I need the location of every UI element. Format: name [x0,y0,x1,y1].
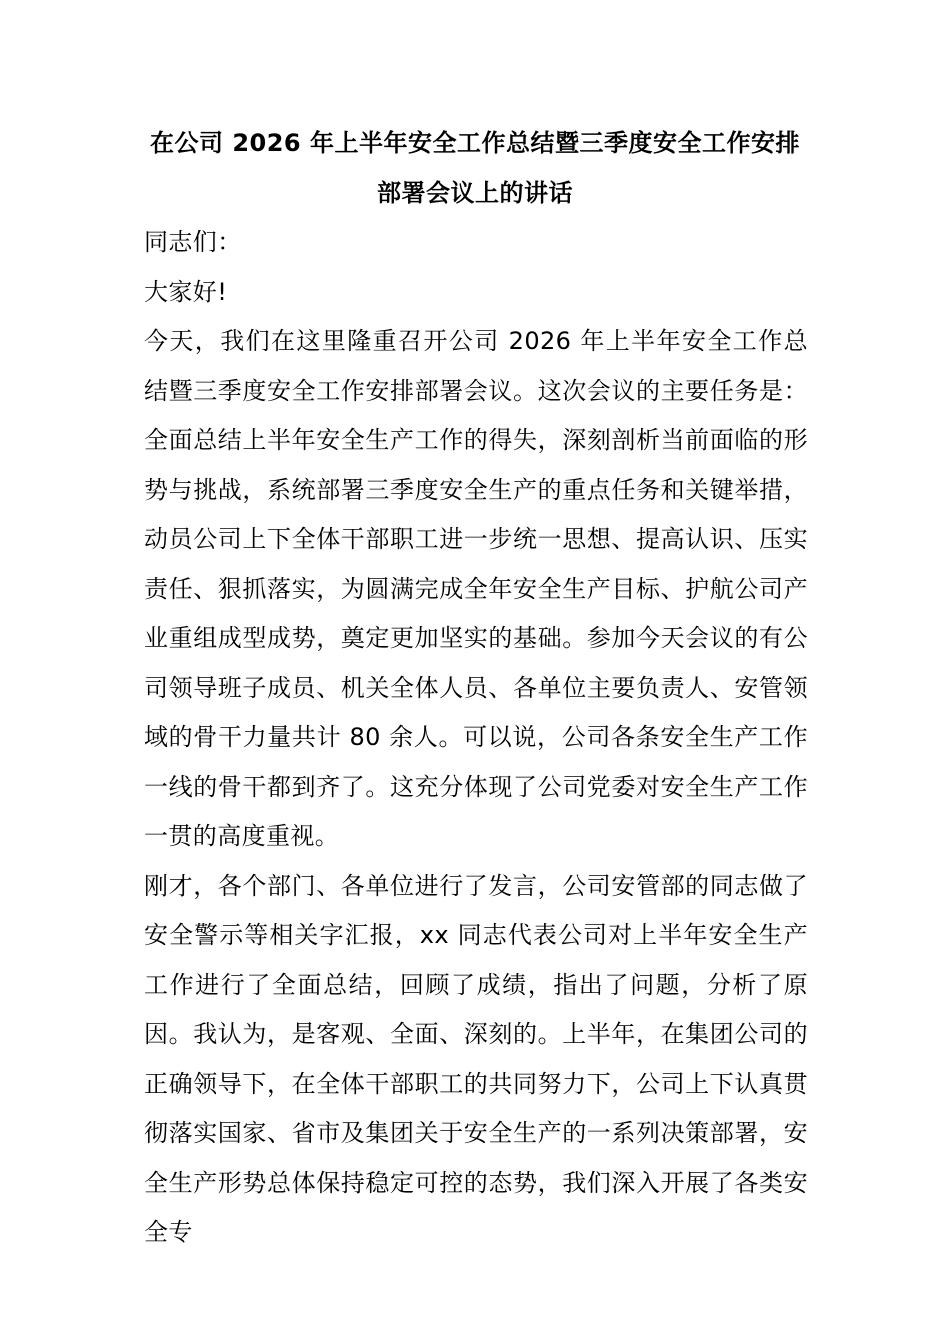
document-body [144,218,808,1258]
greeting: 大家好! [144,277,228,306]
body-paragraph: 今天，我们在这里隆重召开公司 2026 年上半年安全工作总结暨三季度安全工作安排部署会议。这次会议的主要任务是：全面总结上半年安全生产工作的得失，深刻剖析当前面临的形势与挑战，系统部署三季度安全生产的重点任务和关键举措，动员公司上下全体干部职工进一步统一思想、提高认识、压实责任、狠抓落实，为圆满完成全年安全生产目标、护航公司产业重组成型成势，奠定更加坚实的基础。参加今天会议的有公司领导班子成员、机关全体人员、各单位主要负责人、安管领域的骨干力量共计 80 余人。可以说，公司各条安全生产工作一线的骨干都到齐了。这充分体现了公司党委对安全生产工作一贯的高度重视。 [144,327,808,850]
document-title: 在公司 2026 年上半年安全工作总结暨三季度安全工作安排部署会议上的讲话 [149,129,800,207]
body-paragraph: 刚才，各个部门、各单位进行了发言，公司安管部的同志做了安全警示等相关字汇报，xx 同志代表公司对上半年安全生产工作进行了全面总结，回顾了成绩，指出了问题，分析了原因。我认为，是客观、全面、深刻的。上半年，在集团公司的正确领导下，在全体干部职工的共同努力下，公司上下认真贯彻落实国家、省市及集团关于安全生产的一系列决策部署，安全生产形势总体保持稳定可控的态势，我们深入开展了各类安全专 [144,871,808,1246]
salutation: 同志们： [144,228,242,256]
